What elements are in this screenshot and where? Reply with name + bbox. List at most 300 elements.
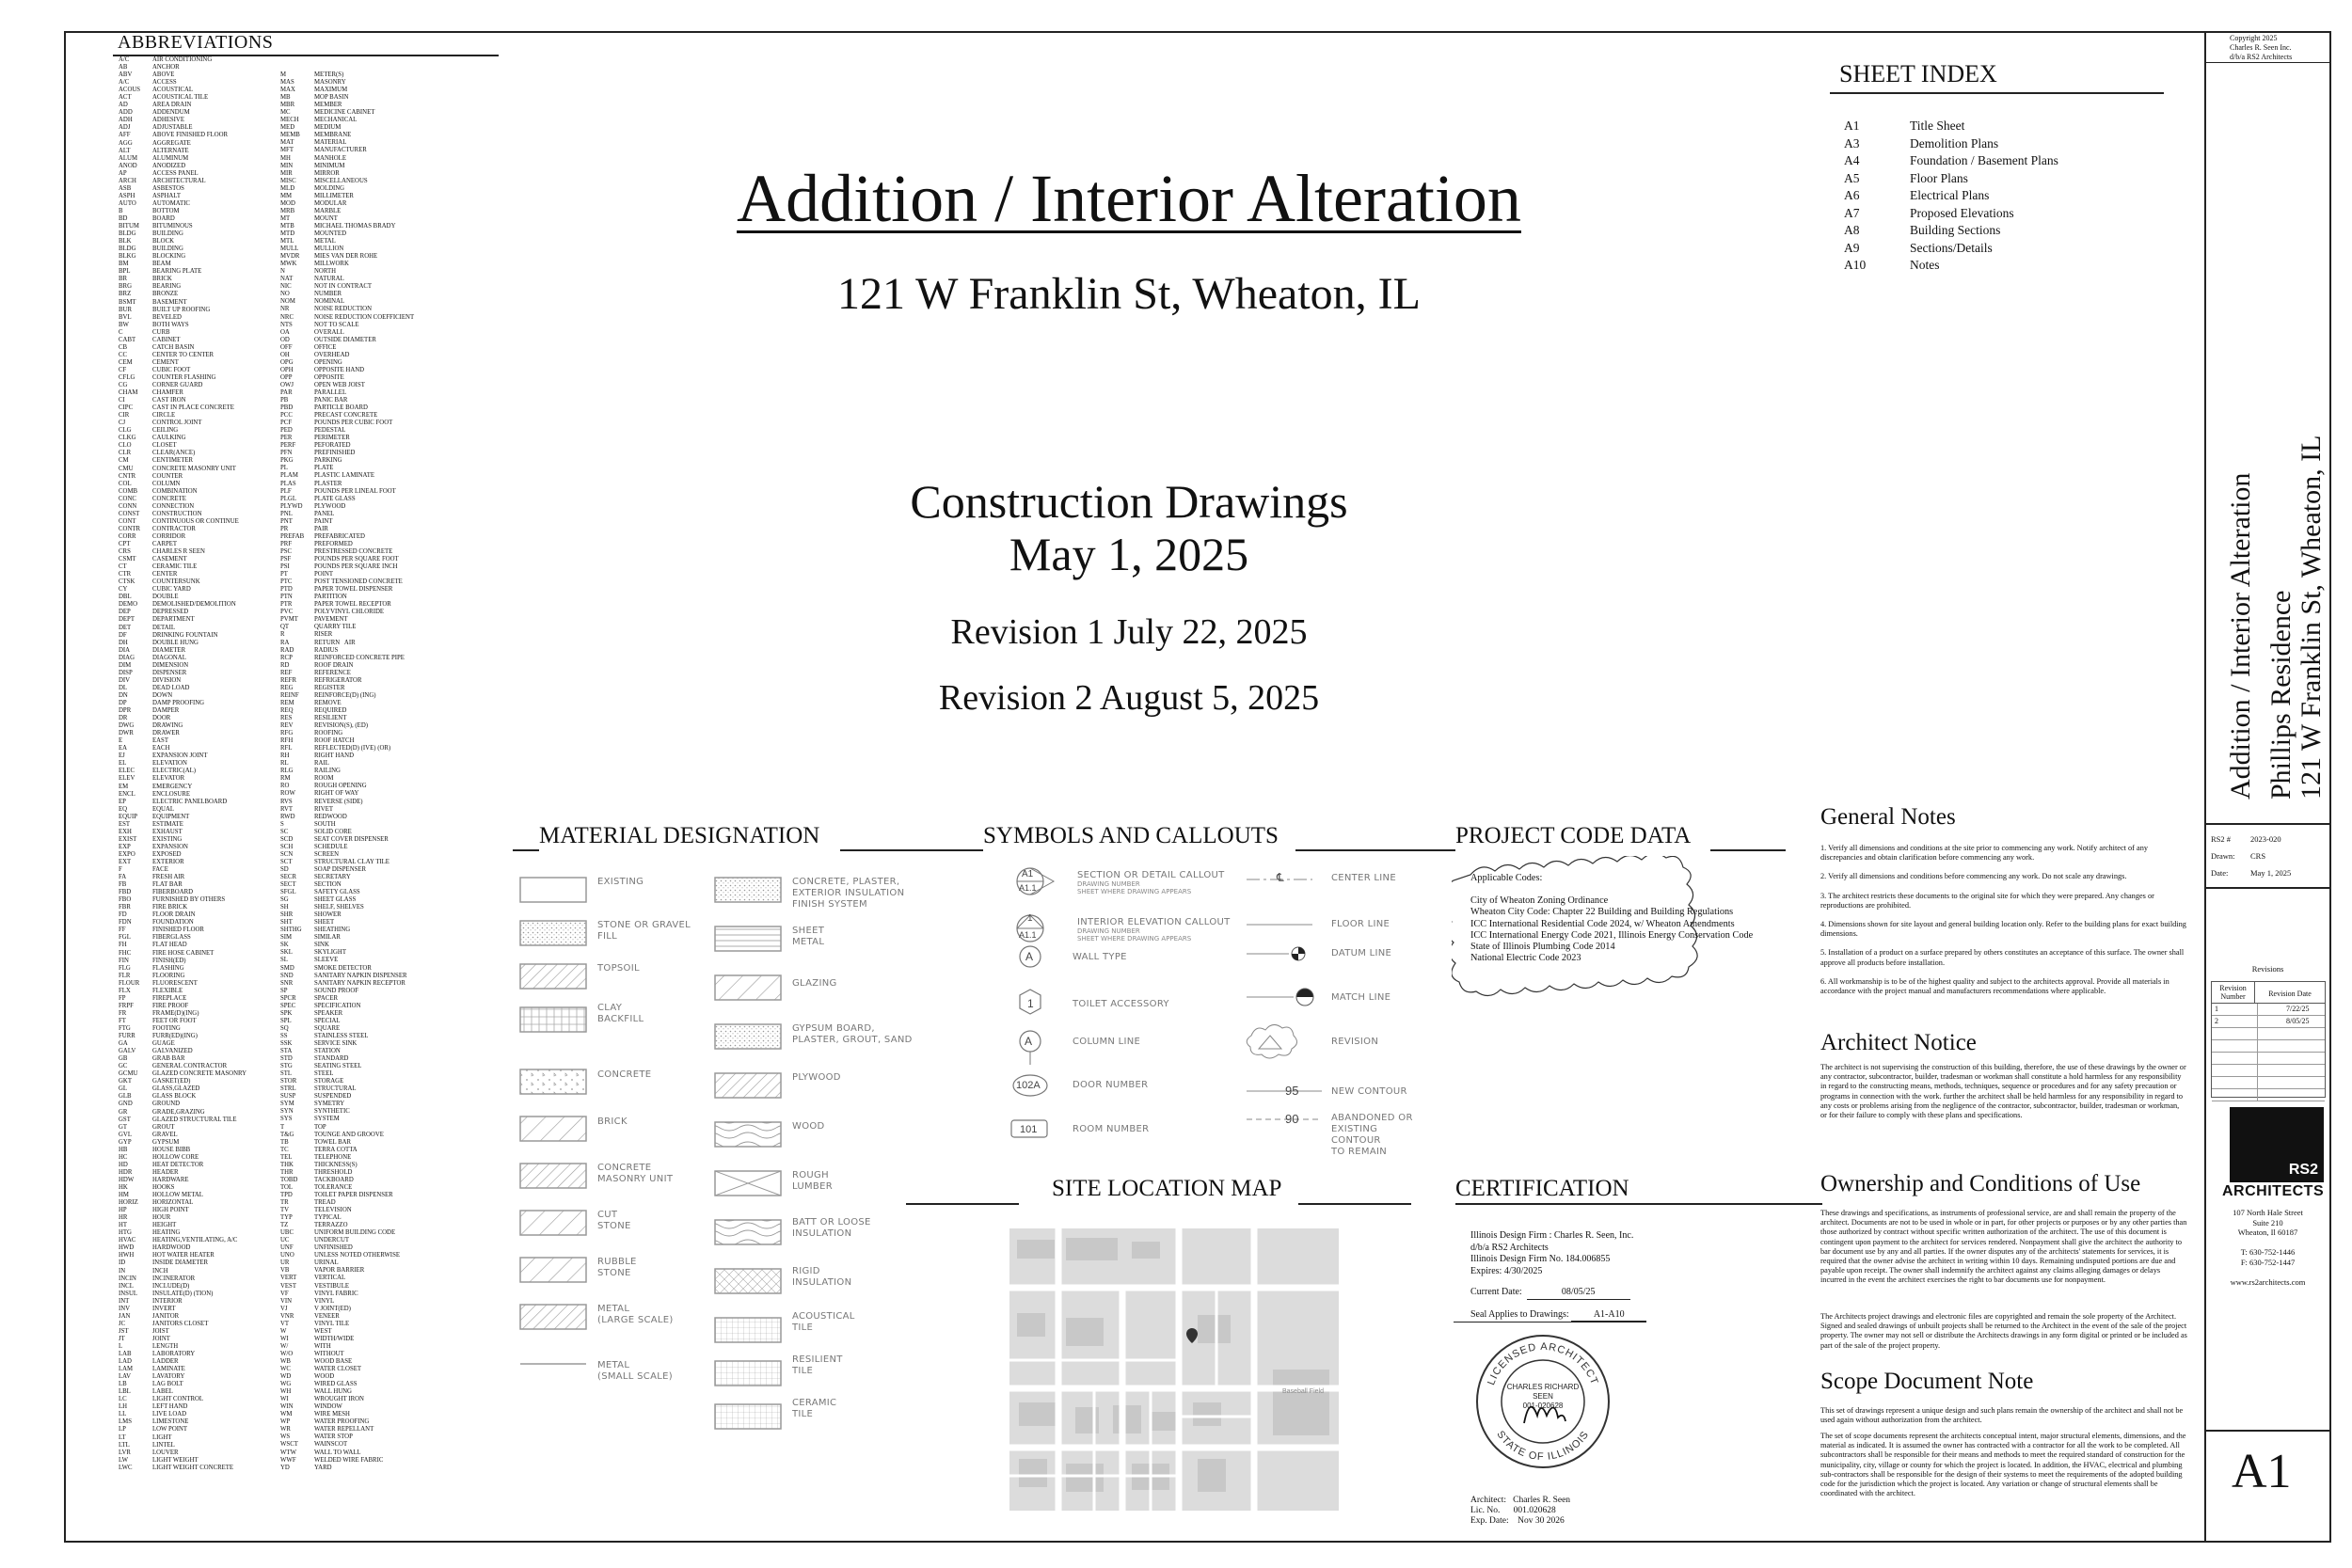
abbr-col2-row: T&G TOUNGE AND GROOVE [280,1131,384,1138]
abbr-col1-row: ABV ABOVE [119,71,175,79]
material-designation-title: MATERIAL DESIGNATION [539,823,820,848]
ownership-text-2: The Architects project drawings and electronic files are copyrighted and remain the sole property of the Architect. Signed and sealed drawings of unbuilt projects shall be returned to the Architect in the event of the sale of the project property. The owner may not sell or distribute the Architects drawings in any form digital or printed or be included as part of the sale of the project property. [1820,1312,2187,1350]
abbr-col2-row: SMD SMOKE DETECTOR [280,964,372,972]
abbr-col1-row: FB FLAT BAR [119,881,183,889]
abbr-col2-row: W/O WITHOUT [280,1350,344,1357]
material-label: PLYWOOD [792,1072,841,1083]
svg-text:STATE OF ILLINOIS: STATE OF ILLINOIS [1494,1429,1592,1464]
symbol-mark-wall-sym: A [1025,950,1034,963]
abbr-col1-row: CTSK COUNTERSUNK [119,578,200,586]
architect-info: Architect: Charles R. Seen Lic. No. 001.020628 Exp. Date: Nov 30 2026 [1470,1496,1571,1526]
abbr-col2-row: MC MEDICINE CABINET [280,109,375,117]
revision-row [2212,1040,2325,1053]
project-address: 121 W Franklin St, Wheaton, IL [837,269,1421,319]
abbr-col2-row: OA OVERALL [280,328,344,336]
abbr-col1-row: BLDG BUILDING [119,245,183,253]
abbr-col1-row: AP ACCESS PANEL [119,169,199,177]
revision-row [2212,1065,2325,1077]
abbr-col1-row: CLR CLEAR(ANCE) [119,450,196,457]
abbr-col1-row: INT INTERIOR [119,1297,183,1305]
symbol-abandoned3: CONTOUR [1331,1135,1381,1146]
abbr-col1-row: CONN CONNECTION [119,502,195,510]
abbr-col2-row: STA STATION [280,1048,341,1055]
abbr-col1-row: CORR CORRIDOR [119,532,186,540]
symbol-abandoned2: EXISTING [1331,1124,1378,1134]
abbr-col1-row: JAN JANITOR [119,1312,180,1320]
abbr-col2-row: STG SEATING STEEL [280,1063,362,1070]
material-label: RIGID INSULATION [792,1266,852,1288]
abbr-col1-row: CRS CHARLES R SEEN [119,548,205,556]
material-label: RUBBLE STONE [597,1257,637,1278]
abbr-col2-row: RM ROOM [280,775,334,783]
abbr-col2-row: TB TOWEL BAR [280,1138,352,1146]
firm-address-line: T: 630-752-1446 [2240,1247,2296,1257]
abbr-col1-row: EST ESTIMATE [119,820,183,828]
abbr-col2-row: SCT STRUCTURAL CLAY TILE [280,858,389,865]
abbr-col1-row: DR DOOR [119,715,171,722]
swatch-rough-lumber [715,1171,781,1196]
abbr-col2-row: SS STAINLESS STEEL [280,1032,369,1039]
abbr-col2-row: UNF UNFINISHED [280,1244,353,1252]
abbr-col2-row: SPK SPEAKER [280,1009,343,1017]
general-note: 4. Dimensions shown for site layout and general building location only. Refer to the building plans for exact building dimensions. [1820,920,2186,939]
abbr-col1-row: HR HOUR [119,1214,171,1222]
abbr-col2-row: THR THRESHOLD [280,1168,353,1176]
abbr-col1-row: GT GROUT [119,1123,175,1131]
abbr-col1-row: CABT CABINET [119,336,181,343]
abbr-col2-row: PFN PREFINISHED [280,450,356,457]
swatch-brick [520,1117,586,1141]
abbr-col1-row: FDN FOUNDATION [119,919,194,927]
abbr-col2-row: PLAS PLASTER [280,480,342,487]
abbr-col2-row: PCC PRECAST CONCRETE [280,412,378,420]
abbr-col2-row: MRB MARBLE [280,207,342,214]
abbr-col1-row: FLG FLASHING [119,964,184,972]
rev-col-date: Revision Date [2268,990,2312,998]
abbr-col1-row: LTL LINTEL [119,1441,175,1449]
abbr-col2-row: YD YARD [280,1464,332,1471]
symbol-abandoned1: ABANDONED OR [1331,1113,1413,1123]
sheet-index-item: A5 Floor Plans [1844,170,1968,185]
code-line: ICC International Energy Code 2021, Illinois Energy Conservation Code [1470,929,1754,941]
architect-seal [1472,1331,1613,1472]
abbr-col1-row: DET DETAIL [119,624,175,631]
abbr-col2-row: PBD PARTICLE BOARD [280,404,368,412]
abbr-col1-row: HDR HEADER [119,1168,179,1176]
revision-row [2212,1077,2325,1089]
abbr-col2-row: REFR REFRIGERATOR [280,676,362,684]
general-note: 5. Installation of a product on a surface prepared by others constitutes an acceptance of this surface. The owner shall approve all products before installation. [1820,948,2185,967]
abbr-col1-row: GLB GLASS BLOCK [119,1093,197,1101]
abbr-col1-row: DBL DOUBLE [119,594,179,601]
abbr-col1-row: INCL INCLUDE(D) [119,1282,190,1290]
architect-notice-text: The architect is not supervising the construction of this building, therefore, the use of these drawings by the owner or any contractor, subcontractor, builder, tradesman or workman shall constitute a hold harmless for any responsibility in regard to the constructing means, methods, techniques, sequence or procedures and for any safety precaution or programs in connection with the work. further the architect shall be held harmless for any responsibility in regard to any costs or problems arising from the negligence of the contractor, subcontractor, builder, tradesman or workman, or for their failure to comply with these plans and specifications. [1820,1063,2186,1120]
abbr-col1-row: DEMO DEMOLISHED/DEMOLITION [119,601,236,609]
abbr-col1-row: CLG CEILING [119,427,179,435]
abbr-col2-row: REG REGISTER [280,684,345,691]
abbr-col1-row: EM EMERGENCY [119,783,193,790]
abbr-col2-row: VIN VINYL [280,1297,335,1305]
abbr-col1-row: DEP DEPRESSED [119,609,189,616]
abbr-col2-row: MBR MEMBER [280,102,342,109]
abbr-col1-row: JT JOINT [119,1335,170,1342]
abbr-col2-row: WI WIDTH/WIDE [280,1335,355,1342]
abbr-col2-row: WC WATER CLOSET [280,1366,362,1373]
abbr-col1-row: BW BOTH WAYS [119,321,189,328]
abbr-col1-row: AB ANCHOR [119,64,180,71]
abbr-col1-row: BSMT BASEMENT [119,298,187,306]
abbr-col2-row: TV TELEVISION [280,1207,352,1214]
abbr-col1-row: LAV LAVATORY [119,1373,185,1381]
scope-title: Scope Document Note [1820,1369,2034,1394]
cert-current-date: Current Date: 08/05/25 [1470,1287,1646,1300]
abbr-col1-row: FBO FURNISHED BY OTHERS [119,896,226,904]
abbr-col1-row: CTR CENTER [119,571,178,578]
abbr-col2-row: PERF PEFORATED [280,442,351,450]
abbr-col2-row: MAS MASONRY [280,79,346,87]
abbr-col1-row: DIA DIAMETER [119,646,186,654]
abbr-col1-row: EQUIP EQUIPMENT [119,813,190,820]
abbr-col2-row: WR WATER REPELLANT [280,1426,374,1433]
abbr-col1-row: DN DOWN [119,691,173,699]
abbr-col1-row: HC HOLLOW CORE [119,1153,199,1161]
material-label: RESILIENT TILE [792,1354,843,1376]
abbr-col2-row: SPL SPECIAL [280,1017,341,1024]
symbol-mark-room-sym: 101 [1020,1124,1038,1135]
abbr-col1-row: EP ELECTRIC PANELBOARD [119,798,228,805]
abbr-col1-row: FT FEET OR FOOT [119,1017,197,1024]
abbr-col1-row: HM HOLLOW METAL [119,1192,203,1199]
abbr-col2-row: WTW WALL TO WALL [280,1449,361,1456]
abbr-col1-row: COMB COMBINATION [119,487,198,495]
general-note: 2. Verify all dimensions and conditions before commencing any work. Do not scale any drawings. [1820,872,2127,881]
material-swatches [513,870,983,1453]
abbr-col2-row: NOM NOMINAL [280,298,345,306]
abbr-col2-row: SECR SECRETARY [280,873,351,880]
abbr-col1-row: CMU CONCRETE MASONRY UNIT [119,465,236,472]
abbr-col1-row: E EAST [119,737,168,745]
firm-address [2204,1208,2331,1287]
abbr-col1-row: FBD FIBERBOARD [119,889,194,896]
abbr-col2-row: RCP REINFORCED CONCRETE PIPE [280,654,405,661]
material-rule-left [513,849,539,851]
abbr-col2-row: SYM SYMETRY [280,1101,345,1108]
abbr-col1-row: HWH HOT WATER HEATER [119,1252,215,1259]
abbr-col2-row: NTS NOT TO SCALE [280,321,359,328]
abbr-col2-row: SC SOLID CORE [280,828,352,835]
abbr-col2-row: REQ REQUIRED [280,706,347,714]
abbr-col2-row: SPCR SPACER [280,994,339,1002]
abbr-col1-row: LH LEFT HAND [119,1403,188,1411]
abbr-col1-row: EXP EXPANSION [119,843,188,850]
symbol-interior: INTERIOR ELEVATION CALLOUT [1077,917,1231,927]
abbr-col2-row: OPG OPENING [280,358,342,366]
abbr-col1-row: LC LIGHT CONTROL [119,1396,204,1403]
tb-rule-top [2204,62,2331,63]
sheet-index-item: A10 Notes [1844,258,1940,272]
abbr-col1-row: FR FRAME(D)(ING) [119,1009,199,1017]
abbr-col2-row: PT POINT [280,571,334,578]
symbol-section-sub1: DRAWING NUMBER [1077,880,1140,888]
abbr-col2-row: PCF POUNDS PER CUBIC FOOT [280,420,393,427]
swatch-stone-gravel [520,921,586,945]
material-label: TOPSOIL [597,963,640,974]
abbr-col1-row: CJ CONTROL JOINT [119,420,202,427]
swatch-batt [715,1220,781,1244]
abbr-col1-row: FP FIREPLACE [119,994,187,1002]
abbr-col1-row: IN INCH [119,1267,168,1275]
abbr-col2-row: TEL TELEPHONE [280,1153,352,1161]
swatch-clay [520,1007,586,1032]
abbr-col1-row: ALT ALTERNATE [119,147,189,154]
abbr-col1-row: BD BOARD [119,214,175,222]
cert-seal-applies: Seal Applies to Drawings: A1-A10 [1470,1309,1646,1323]
svg-text:CHARLES RICHARD: CHARLES RICHARD [1506,1383,1580,1391]
abbr-col1-row: LW LIGHT WEIGHT [119,1456,199,1464]
abbreviations-column-1 [119,56,284,1472]
abbr-col2-row: S SOUTH [280,820,336,828]
symbol-revision: REVISION [1331,1037,1379,1047]
symbol-door: DOOR NUMBER [1073,1080,1149,1090]
abbr-col1-row: BVL BEVELED [119,313,182,321]
abbr-col2-row: WIN WINDOW [280,1403,342,1411]
abbr-col1-row: CONC CONCRETE [119,495,186,502]
abbr-col1-row: F FACE [119,866,168,874]
abbr-col2-row: REF REFERENCE [280,669,351,676]
material-label: METAL (LARGE SCALE) [597,1304,674,1325]
abbr-col2-row: PSC PRESTRESSED CONCRETE [280,547,393,555]
abbr-col2-row: SG SHEET GLASS [280,896,357,904]
abbr-col2-row: MED MEDIUM [280,124,342,132]
abbr-col1-row: GALV GALVANIZED [119,1048,193,1055]
abbr-col1-row: ANOD ANODIZED [119,162,186,169]
abbr-col1-row: FGL FIBERGLASS [119,934,191,942]
abbr-col2-row: SCH SCHEDULE [280,843,348,850]
abbr-col1-row: HK HOOKS [119,1183,175,1191]
abbr-col1-row: FRPF FIRE PROOF [119,1002,189,1009]
abbr-col1-row: LAD LADDER [119,1358,179,1366]
abbr-col1-row: HB HOUSE BIBB [119,1146,191,1153]
symbol-mark-center-sym: ℄ [1277,871,1284,884]
abbr-col2-row: PR PAIR [280,525,328,532]
abbr-col1-row: CEM CEMENT [119,358,179,366]
abbr-col2-row: OFF OFFICE [280,343,337,351]
abbr-col1-row: CM CENTIMETER [119,457,194,465]
abbr-col2-row: MT MOUNT [280,214,338,222]
material-label: EXISTING [597,877,644,887]
abbr-col2-row: SHR SHOWER [280,911,342,919]
abbr-col1-row: FTG FOOTING [119,1025,181,1032]
abbr-col1-row: GR GRADE,GRAZING [119,1108,205,1116]
cert-blank-line [1454,1322,1646,1323]
swatch-plywood [715,1073,781,1098]
abbr-col2-row: UC UNDERCUT [280,1237,350,1244]
abbr-col2-row: TYP TYPICAL [280,1214,342,1222]
abbr-col1-row: LAM LAMINATE [119,1366,185,1373]
cert-expires: Expires: 4/30/2025 [1470,1265,1543,1276]
abbr-col2-row: TOL TOLERANCE [280,1183,353,1191]
abbr-col1-row: DH DOUBLE HUNG [119,639,199,646]
abbr-col2-row: PTN PARTITION [280,594,347,601]
swatch-ceramic [715,1404,781,1429]
symbols-rule [1295,849,1455,851]
abbr-col2-row: PED PEDESTAL [280,427,346,435]
code-line: City of Wheaton Zoning Ordinance [1470,895,1609,907]
abbr-col2-row: REM REMOVE [280,699,342,706]
abbr-col1-row: CPT CARPET [119,541,178,547]
svg-text:LICENSED ARCHITECT: LICENSED ARCHITECT [1486,1340,1600,1387]
code-line: ICC International Residential Code 2024, w/ Wheaton Amendments [1470,918,1735,929]
abbr-col2-row: SPEC SPECIFICATION [280,1002,361,1009]
abbr-col2-row: SSK SERVICE SINK [280,1040,358,1047]
abbr-col1-row: BLKG BLOCKING [119,253,186,261]
sheet-index-item: A7 Proposed Elevations [1844,205,2014,220]
abbreviations-title: ABBREVIATIONS [118,32,274,53]
abbr-col1-row: BRZ BRONZE [119,291,179,298]
revision-row [2212,1089,2325,1101]
swatch-concrete [520,1069,586,1094]
abbr-col2-row: UR URINAL [280,1259,339,1267]
construction-drawings-heading [564,475,1693,580]
material-label: ACOUSTICAL TILE [792,1311,855,1333]
abbr-col2-row: SCN SCREEN [280,850,340,858]
abbr-col2-row: STOR STORAGE [280,1078,344,1085]
abbr-col1-row: LL LIVE LOAD [119,1411,187,1418]
abbr-col1-row: LMS LIMESTONE [119,1418,189,1426]
scope-text-2: The set of scope documents represent the architects conceptual intent, major structural elements, dimensions, and the material as indicated. It is assumed the owner has contracted with a contractor for all the work to be completed. All subcontractors shall be responsible for their means and methods to meet the required standard of construction for the municipality, city, village or county for which the project is located. In addition, the HVAC, electrical and plumbing sub-contractors shall be responsible for the design of their systems to meet the requirements of the adopted building code for the jurisdiction which the project is located. Any variation or change of structural elements shall be coordinated with the architect. [1820,1432,2186,1498]
abbr-col1-row: BLK BLOCK [119,238,175,245]
abbr-col1-row: A/C AIR CONDITIONING [119,56,213,63]
project-title: Addition / Interior Alteration [737,161,1521,236]
abbr-col2-row: TPD TOILET PAPER DISPENSER [280,1191,393,1198]
map-label-baseball: Baseball Field [1282,1388,1324,1395]
abbr-col2-row: N NORTH [280,268,337,276]
abbr-col2-row: VF VINYL FABRIC [280,1290,358,1297]
abbr-col2-row: RVT RIVET [280,805,334,813]
material-label: BRICK [597,1117,628,1127]
material-label: BATT OR LOOSE INSULATION [792,1217,871,1239]
cert-firm: Illinois Design Firm : Charles R. Seen, Inc. [1470,1230,1634,1241]
abbr-col2-row: MTD MOUNTED [280,230,346,237]
abbr-col2-row: TC TERRA COTTA [280,1146,358,1153]
swatch-topsoil [520,964,586,989]
firm-address-line: Suite 210 [2252,1217,2283,1227]
abbr-col1-row: DIV DIVISION [119,676,182,684]
drawings-date: May 1, 2025 [1009,528,1249,580]
abbr-col2-row: VERT VERTICAL [280,1275,346,1282]
swatch-existing [520,878,586,902]
abbr-col2-row: SP SOUND PROOF [280,987,359,994]
abbr-col1-row: DPR DAMPER [119,707,180,715]
abbr-col1-row: LBL LABEL [119,1388,173,1396]
abbr-col1-row: CFLG COUNTER FLASHING [119,373,216,381]
abbr-col1-row: AUTO AUTOMATIC [119,199,190,207]
abbr-col1-row: HDW HARDWARE [119,1176,189,1183]
abbr-col1-row: EXH EXHAUST [119,828,183,835]
tb-address: 121 W Franklin St, Wheaton, IL [2296,435,2327,800]
material-label: GYPSUM BOARD, PLASTER, GROUT, SAND [792,1023,913,1045]
abbr-col1-row: INCIN INCINERATOR [119,1275,196,1282]
abbr-col1-row: GA GUAGE [119,1040,175,1048]
symbol-mark-toilet-sym: 1 [1027,997,1034,1010]
symbol-interior-sub2: SHEET WHERE DRAWING APPEARS [1077,935,1192,942]
abbr-col1-row: CONTR CONTRACTOR [119,525,196,532]
abbr-col2-row: SKL SKYLIGHT [280,949,346,957]
abbr-col1-row: EXT EXTERIOR [119,858,184,865]
abbr-col1-row: DISP DISPENSER [119,669,187,676]
abbr-col2-row: UBC UNIFORM BUILDING CODE [280,1229,396,1237]
firm-address-line: 107 North Hale Street [2233,1208,2303,1217]
abbr-col2-row: PB PANIC BAR [280,397,348,404]
logo-architects: ARCHITECTS [2222,1183,2325,1199]
abbr-col1-row: AD AREA DRAIN [119,102,192,109]
abbr-col1-row: ELEC ELECTRIC(AL) [119,768,197,775]
abbr-col2-row: SFGL SAFETY GLASS [280,889,360,896]
material-label: CERAMIC TILE [792,1398,837,1419]
abbr-col1-row: CLKG CAULKING [119,435,186,442]
site-rule-right [1298,1203,1411,1205]
abbr-col2-row: MEMB MEMBRANE [280,132,352,139]
abbr-col2-row: PTD PAPER TOWEL DISPENSER [280,586,393,594]
abbr-col2-row: MM MILLIMETER [280,192,354,199]
abbr-col2-row: SNR SANITARY NAPKIN RECEPTOR [280,979,405,987]
abbr-col2-row: ROW RIGHT OF WAY [280,790,359,798]
abbr-col2-row: MTB MICHAEL THOMAS BRADY [280,222,396,230]
symbol-mark-a1-1: A1 [1022,869,1034,879]
abbr-col1-row: C CURB [119,328,170,336]
abbr-col2-row: WI WROUGHT IRON [280,1396,364,1403]
symbol-mark-door-sym: 102A [1016,1080,1041,1091]
abbr-col1-row: FA FRESH AIR [119,874,185,881]
abbr-col2-row: SUSP SUSPENDED [280,1093,352,1101]
svg-text:SEEN: SEEN [1533,1392,1553,1401]
abbr-col2-row: RD ROOF DRAIN [280,661,354,669]
copyright: Copyright 2025 Charles R. Seen Inc. d/b/a RS2 Architects [2230,34,2293,61]
abbr-col1-row: ID INSIDE DIAMETER [119,1259,209,1267]
abbr-col1-row: AFF ABOVE FINISHED FLOOR [119,132,229,139]
site-rule-left [906,1203,1019,1205]
abbr-col1-row: INSUL INSULATE(D) (TION) [119,1290,214,1297]
abbr-col2-row: VJ V JOINT(ED) [280,1305,351,1312]
abbr-col2-row: SECT SECTION [280,881,342,889]
abbr-col1-row: BUR BUILT UP ROOFING [119,306,211,313]
abbr-col2-row: REV REVISION(S), (ED) [280,722,369,730]
abbr-col2-row: T TOP [280,1123,326,1131]
abbr-col2-row: MTL METAL [280,238,336,245]
abbr-col1-row: FURR FURR(ED)(ING) [119,1033,198,1040]
abbr-col2-row: SH SHELF, SHELVES [280,904,364,911]
abbr-col1-row: EXPO EXPOSED [119,850,182,858]
swatch-rigid [715,1269,781,1293]
abbr-col1-row: CI CAST IRON [119,397,186,404]
firm-address-line [2204,1267,2331,1277]
abbr-col2-row: W WEST [280,1327,332,1335]
abbr-col2-row: WH WALL HUNG [280,1388,352,1396]
firm-address-line: www.rs2architects.com [2230,1276,2306,1287]
abbr-col2-row: RVS REVERSE (SIDE) [280,798,363,805]
abbr-col2-row: RAD RADIUS [280,646,339,654]
abbr-col2-row: MULL MULLION [280,245,344,253]
abbr-col2-row: NR NOISE REDUCTION [280,306,372,313]
abbr-col1-row: AGG AGGREGATE [119,139,191,147]
firm-address-line: Wheaton, Il 60187 [2237,1227,2298,1237]
abbr-col1-row: LT LIGHT [119,1433,172,1441]
abbr-col2-row: NAT NATURAL [280,276,344,283]
abbr-col1-row: INV INVERT [119,1305,176,1312]
abbr-col1-row: ASPH ASPHALT [119,192,181,199]
abbr-col1-row: FLOUR FLUORESCENT [119,979,198,987]
abbr-col1-row: BRG BEARING [119,283,182,291]
